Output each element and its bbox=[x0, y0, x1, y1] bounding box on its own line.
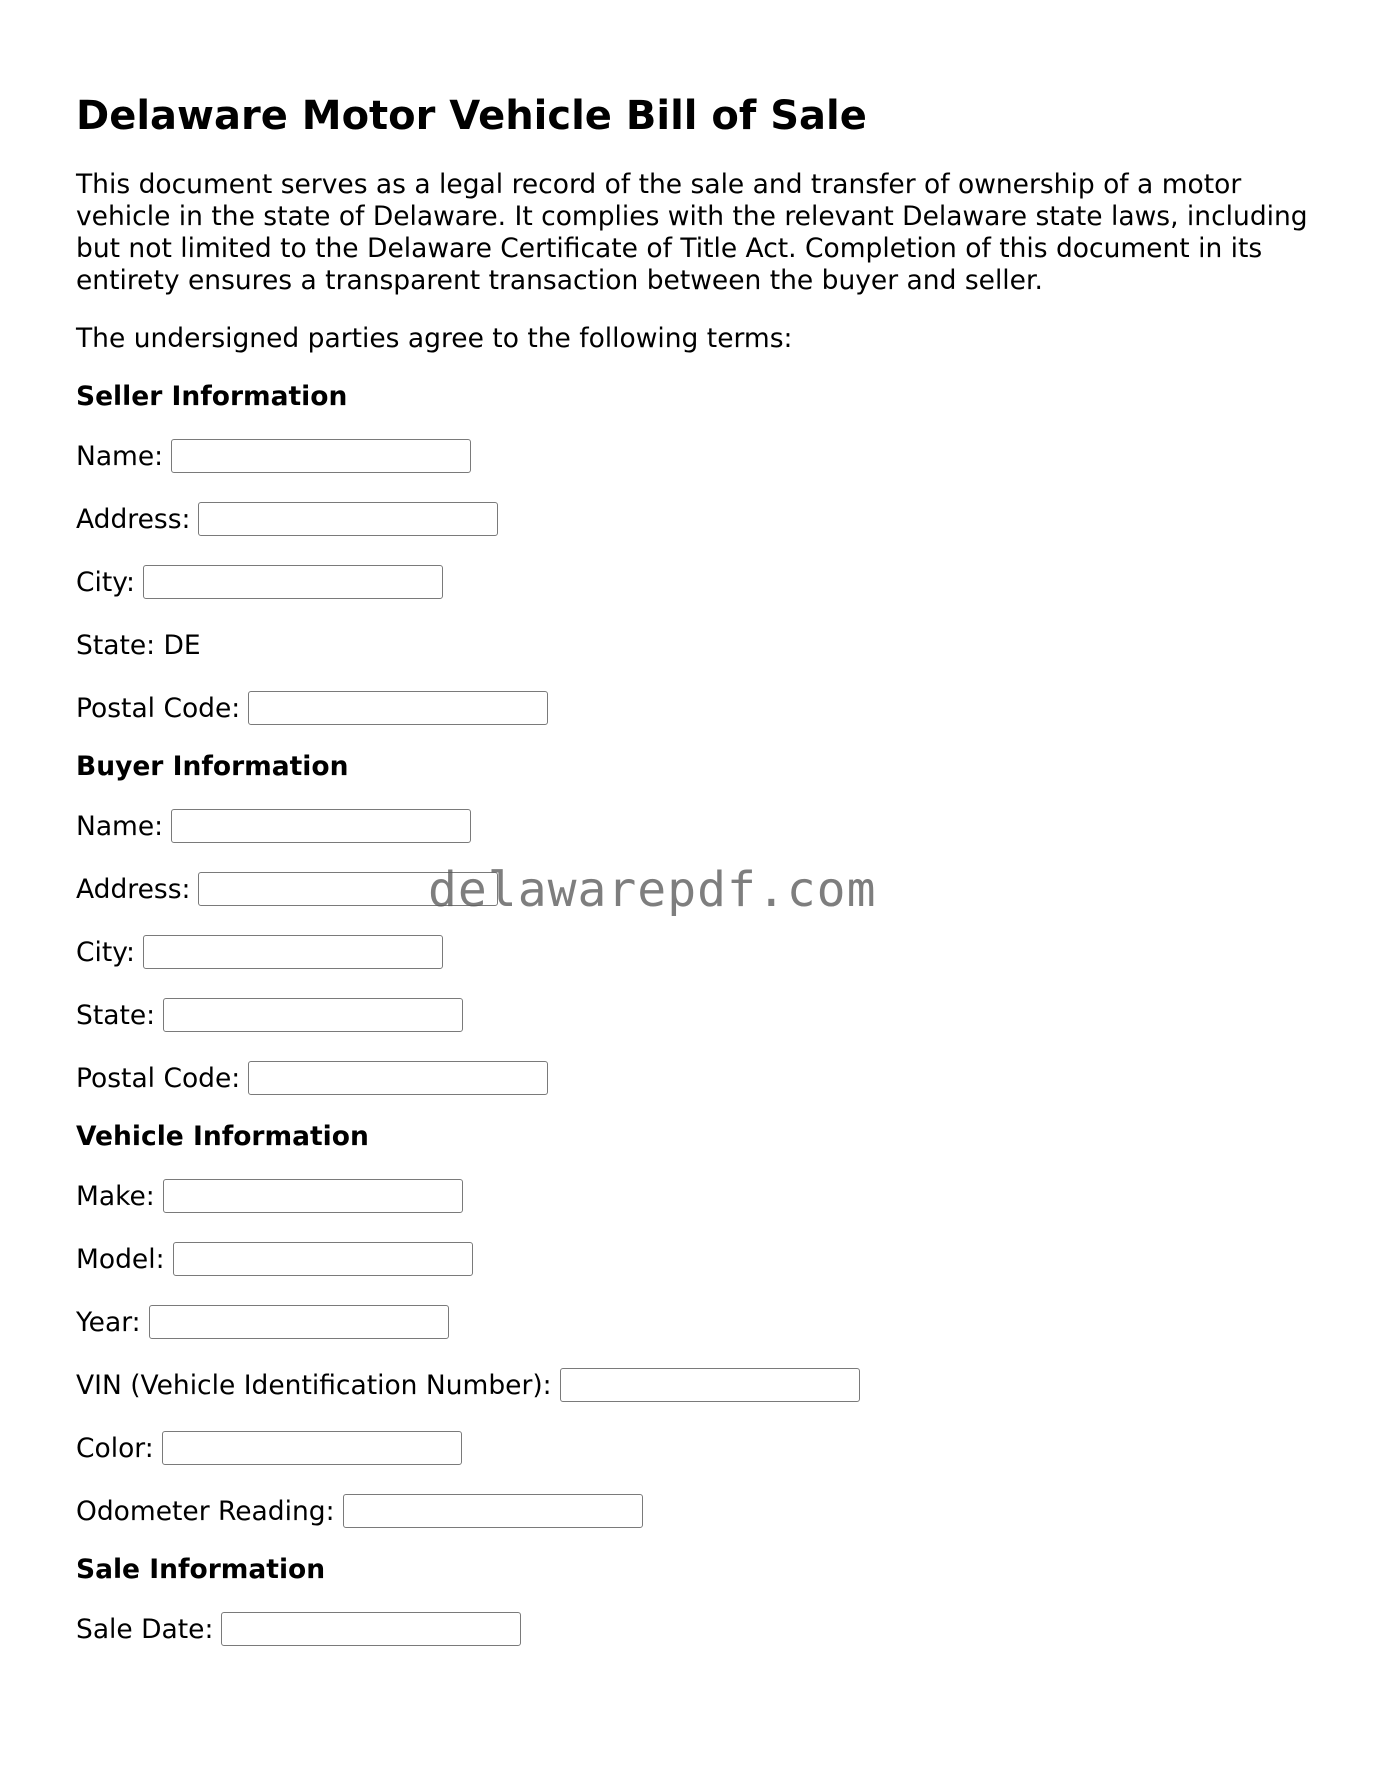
seller-address-row bbox=[76, 499, 1316, 539]
seller-postal-field[interactable] bbox=[248, 691, 548, 725]
buyer-city-label: City: bbox=[76, 936, 135, 968]
seller-postal-row bbox=[76, 688, 1316, 728]
buyer-name-field[interactable] bbox=[171, 809, 471, 843]
vehicle-make-field[interactable] bbox=[163, 1179, 463, 1213]
vehicle-section-heading: Vehicle Information bbox=[76, 1121, 369, 1152]
seller-address-field[interactable] bbox=[198, 502, 498, 536]
vehicle-vin-label: VIN (Vehicle Identification Number): bbox=[76, 1369, 552, 1401]
buyer-city-field[interactable] bbox=[143, 935, 443, 969]
seller-city-label: City: bbox=[76, 566, 135, 598]
vehicle-year-row bbox=[76, 1302, 1316, 1342]
buyer-state-label: State: bbox=[76, 999, 156, 1031]
vehicle-odometer-field[interactable] bbox=[343, 1494, 643, 1528]
vehicle-color-row bbox=[76, 1428, 1316, 1468]
vehicle-vin-field[interactable] bbox=[560, 1368, 860, 1402]
seller-city-row bbox=[76, 562, 1316, 602]
buyer-city-row bbox=[76, 932, 1316, 972]
vehicle-vin-row bbox=[76, 1365, 1316, 1405]
vehicle-odometer-label: Odometer Reading: bbox=[76, 1495, 335, 1527]
buyer-address-row bbox=[76, 869, 1316, 909]
bill-of-sale-form bbox=[76, 92, 1316, 1672]
buyer-postal-label: Postal Code: bbox=[76, 1062, 241, 1094]
buyer-name-row bbox=[76, 806, 1316, 846]
seller-city-field[interactable] bbox=[143, 565, 443, 599]
intro-paragraph: This document serves as a legal record of the sale and transfer of ownership of a motor vehicle in the state of Delaware. It complies with the relevant Delaware state laws, including but not limited to the Delaware Certificate of Title Act. Completion of this document in its entirety ensures a transparent transaction between the buyer and seller. bbox=[76, 169, 1308, 296]
vehicle-year-label: Year: bbox=[76, 1306, 141, 1338]
buyer-postal-field[interactable] bbox=[248, 1061, 548, 1095]
sale-date-field[interactable] bbox=[221, 1612, 521, 1646]
vehicle-model-label: Model: bbox=[76, 1243, 165, 1275]
terms-statement: The undersigned parties agree to the following terms: bbox=[76, 323, 793, 354]
seller-name-label: Name: bbox=[76, 440, 164, 472]
buyer-address-label: Address: bbox=[76, 873, 191, 905]
buyer-name-label: Name: bbox=[76, 810, 164, 842]
vehicle-year-field[interactable] bbox=[149, 1305, 449, 1339]
buyer-postal-row bbox=[76, 1058, 1316, 1098]
sale-section-heading: Sale Information bbox=[76, 1554, 326, 1585]
seller-postal-label: Postal Code: bbox=[76, 692, 241, 724]
vehicle-color-label: Color: bbox=[76, 1432, 154, 1464]
vehicle-model-row bbox=[76, 1239, 1316, 1279]
buyer-state-row bbox=[76, 995, 1316, 1035]
watermark-text: delawarepdf.com bbox=[428, 862, 877, 918]
seller-state-text: State: DE bbox=[76, 629, 201, 661]
buyer-state-field[interactable] bbox=[163, 998, 463, 1032]
buyer-address-field[interactable] bbox=[198, 872, 498, 906]
seller-section-heading: Seller Information bbox=[76, 381, 348, 412]
vehicle-odometer-row bbox=[76, 1491, 1316, 1531]
buyer-section-heading: Buyer Information bbox=[76, 751, 349, 782]
vehicle-model-field[interactable] bbox=[173, 1242, 473, 1276]
page-title: Delaware Motor Vehicle Bill of Sale bbox=[76, 93, 867, 139]
vehicle-make-row bbox=[76, 1176, 1316, 1216]
seller-state-row bbox=[76, 625, 1316, 665]
vehicle-make-label: Make: bbox=[76, 1180, 155, 1212]
seller-name-row bbox=[76, 436, 1316, 476]
sale-date-row bbox=[76, 1609, 1316, 1649]
seller-address-label: Address: bbox=[76, 503, 191, 535]
sale-date-label: Sale Date: bbox=[76, 1613, 214, 1645]
seller-name-field[interactable] bbox=[171, 439, 471, 473]
vehicle-color-field[interactable] bbox=[162, 1431, 462, 1465]
